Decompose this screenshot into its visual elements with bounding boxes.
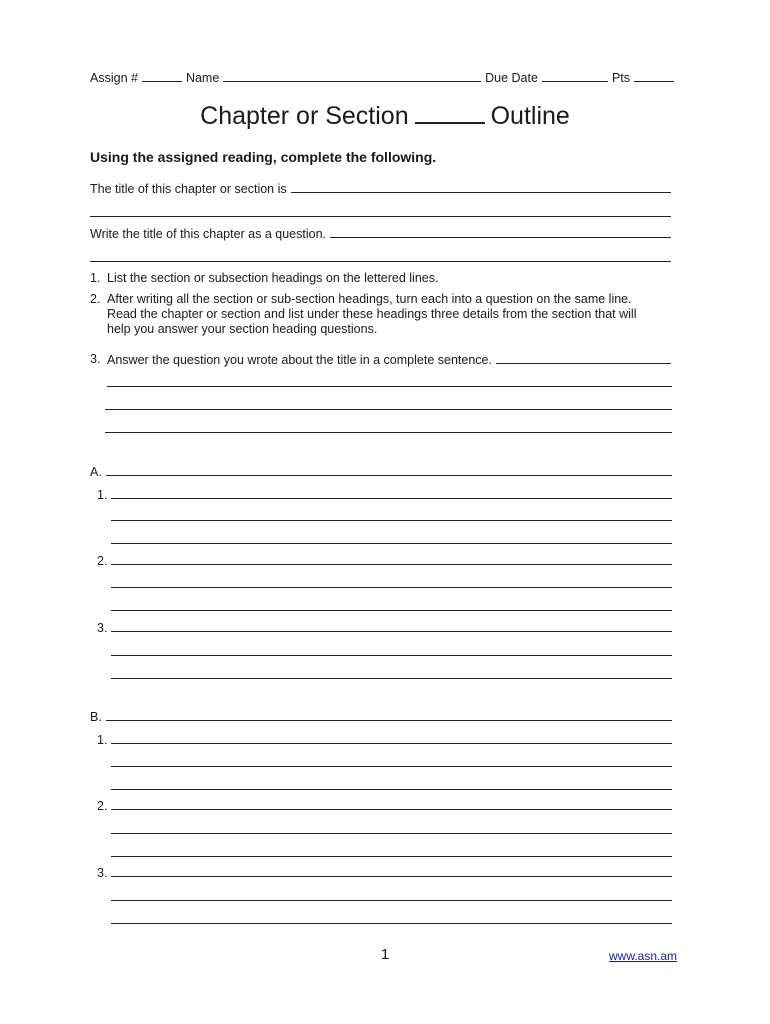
item-number: 3. <box>90 352 101 366</box>
item-number: 1. <box>90 271 101 285</box>
title-answer-blank[interactable] <box>291 181 671 193</box>
section-a-detail-2 <box>97 553 672 568</box>
detail-number: 3. <box>97 866 108 880</box>
instruction-item-1 <box>90 271 670 286</box>
detail-number: 1. <box>97 488 108 502</box>
section-a-detail-3 <box>97 620 672 635</box>
detail-line[interactable] <box>111 833 672 834</box>
detail-blank[interactable] <box>111 553 672 565</box>
detail-line[interactable] <box>111 543 672 544</box>
name-label: Name <box>185 71 220 85</box>
section-b-detail-2 <box>97 798 672 813</box>
detail-line[interactable] <box>111 900 672 901</box>
due-date-label: Due Date <box>485 71 538 85</box>
detail-line[interactable] <box>111 789 672 790</box>
page-number: 1 <box>380 946 390 963</box>
section-b-detail-3 <box>97 865 672 880</box>
assign-number-blank[interactable] <box>142 70 182 82</box>
item-number: 2. <box>90 292 101 306</box>
detail-number: 2. <box>97 799 108 813</box>
detail-blank[interactable] <box>111 798 672 810</box>
answer-line[interactable] <box>107 386 672 387</box>
detail-number: 2. <box>97 554 108 568</box>
section-letter: B. <box>90 710 102 724</box>
due-date-blank[interactable] <box>542 70 608 82</box>
assign-label: Assign # <box>90 71 138 85</box>
question-fill-line <box>90 226 671 241</box>
instruction-item-3 <box>90 352 671 368</box>
detail-line[interactable] <box>111 923 672 924</box>
title-prefix: Chapter or Section <box>200 102 409 130</box>
question-answer-blank[interactable] <box>330 226 671 238</box>
detail-line[interactable] <box>111 610 672 611</box>
detail-number: 3. <box>97 621 108 635</box>
title-line-label: The title of this chapter or section is <box>90 182 287 196</box>
item-text: Answer the question you wrote about the title in a complete sentence. <box>107 353 492 367</box>
name-blank[interactable] <box>223 70 481 82</box>
header-row <box>90 70 674 85</box>
detail-line[interactable] <box>111 520 672 521</box>
instructions: Using the assigned reading, complete the following. <box>90 149 437 165</box>
pts-label: Pts <box>611 71 630 85</box>
detail-line[interactable] <box>111 766 672 767</box>
page-title <box>0 102 770 131</box>
answer-line[interactable] <box>105 409 672 410</box>
detail-line[interactable] <box>111 856 672 857</box>
detail-line[interactable] <box>111 587 672 588</box>
detail-blank[interactable] <box>111 732 672 744</box>
section-a-detail-1 <box>97 487 672 502</box>
detail-number: 1. <box>97 733 108 747</box>
section-a-heading-line <box>90 464 672 479</box>
answer-blank[interactable] <box>496 352 671 364</box>
section-heading-blank[interactable] <box>106 464 672 476</box>
title-suffix: Outline <box>490 102 570 130</box>
question-continuation-line[interactable] <box>90 261 671 262</box>
detail-blank[interactable] <box>111 620 672 632</box>
pts-blank[interactable] <box>634 70 674 82</box>
chapter-number-blank[interactable] <box>415 102 485 124</box>
title-fill-line <box>90 181 671 196</box>
section-letter: A. <box>90 465 102 479</box>
question-line-label: Write the title of this chapter as a question. <box>90 227 327 241</box>
detail-blank[interactable] <box>111 865 672 877</box>
section-b-detail-1 <box>97 732 672 747</box>
title-continuation-line[interactable] <box>90 216 671 217</box>
section-b-heading-line <box>90 709 672 724</box>
detail-blank[interactable] <box>111 487 672 499</box>
detail-line[interactable] <box>111 655 672 656</box>
item-text: List the section or subsection headings on the lettered lines. <box>107 271 439 285</box>
instruction-item-2 <box>90 292 650 337</box>
item-text: After writing all the section or sub-section headings, turn each into a question on the same line. Read the chapter or section and list under these headings three details from the section that will help you answer your section heading questions. <box>107 292 637 336</box>
detail-line[interactable] <box>111 678 672 679</box>
website-link[interactable]: www.asn.am <box>609 949 678 963</box>
answer-line[interactable] <box>105 432 672 433</box>
section-heading-blank[interactable] <box>106 709 672 721</box>
